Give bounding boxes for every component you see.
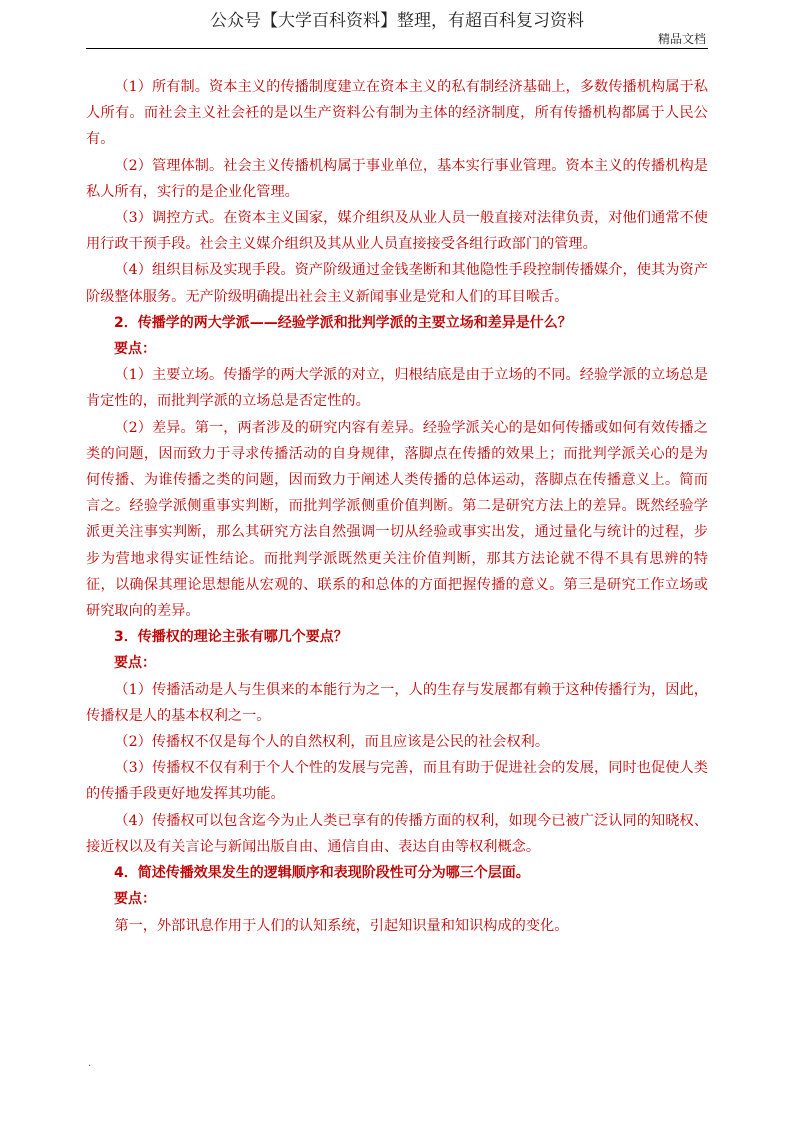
question-heading-3: 3．传播权的理论主张有哪几个要点？ bbox=[114, 629, 348, 646]
paragraph-differences: （2）差异。第一，两者涉及的研究内容有差异。经验学派关心的是如何传播或如何有效传播之类的问题，因而致力于寻求传播活动的自身规律，落脚点在传播的效果上；而批判学派关心的是为何传播、为谁传播之类的问题，因而致力于阐述人类传播的总体运动，落脚点在传播意义上。简而言之。经验学派侧重事实判断，而批判学派侧重价值判断。第二是研究方法上的差异。既然经验学派更关注事实判断，那么其研究方法自然强调一切从经验或事实出发，通过量化与统计的过程，步步为营地求得实证性结论。而批判学派既然更关注价值判断，那其方法论就不得不具有思辨的特征，以确保其理论思想能从宏观的、联系的和总体的方面把握传播的意义。第三是研究工作立场或研究取向的差异。 bbox=[86, 419, 708, 620]
paragraph-goals: （4）组织目标及实现手段。资产阶级通过金钱垄断和其他隐性手段控制传播媒介，使其为资产阶级整体服务。无产阶级明确提出社会主义新闻事业是党和人们的耳目喉舌。 bbox=[86, 262, 708, 305]
paragraph-effect-1: 第一，外部讯息作用于人们的认知系统，引起知识量和知识构成的变化。 bbox=[114, 917, 569, 934]
header-rule bbox=[86, 48, 708, 49]
question-heading-2: 2．传播学的两大学派——经验学派和批判学派的主要立场和差异是什么？ bbox=[114, 314, 572, 331]
paragraph-management: （2）管理体制。社会主义传播机构属于事业单位，基本实行事业管理。资本主义的传播机构是私人所有，实行的是企业化管理。 bbox=[86, 157, 708, 200]
page-banner: 公众号【大学百科资料】整理，有超百科复习资料 bbox=[210, 11, 584, 31]
paragraph-positions: （1）主要立场。传播学的两大学派的对立，归根结底是由于立场的不同。经验学派的立场总是肯定性的，而批判学派的立场总是否定性的。 bbox=[86, 367, 708, 410]
paragraph-right-4: （4）传播权可以包含迄今为止人类已享有的传播方面的权利，如现今已被广泛认同的知晓权、接近权以及有关言论与新闻出版自由、通信自由、表达自由等权利概念。 bbox=[86, 812, 708, 855]
document-body bbox=[86, 74, 708, 939]
paragraph-right-2: （2）传播权不仅是每个人的自然权利，而且应该是公民的社会权利。 bbox=[114, 734, 550, 751]
paragraph-regulation: （3）调控方式。在资本主义国家，媒介组织及从业人员一般直接对法律负责，对他们通常不使用行政干预手段。社会主义媒介组织及其从业人员直接接受各组行政部门的管理。 bbox=[86, 210, 708, 253]
paragraph-right-1: （1）传播活动是人与生俱来的本能行为之一，人的生存与发展都有赖于这种传播行为，因此，传播权是人的基本权利之一。 bbox=[86, 681, 708, 724]
header-label: 精品文档 bbox=[657, 32, 706, 46]
paragraph-ownership: （1）所有制。资本主义的传播制度建立在资本主义的私有制经济基础上，多数传播机构属于私人所有。而社会主义社会衽的是以生产资料公有制为主体的经济制度，所有传播机构都属于人民公有。 bbox=[86, 79, 708, 148]
key-points-label: 要点： bbox=[114, 341, 156, 358]
key-points-label: 要点： bbox=[114, 891, 156, 908]
question-heading-4: 4．简述传播效果发生的逻辑顺序和表现阶段性可分为哪三个层面。 bbox=[114, 865, 530, 882]
key-points-label: 要点： bbox=[114, 655, 156, 672]
footer-mark: . bbox=[88, 1058, 92, 1069]
paragraph-right-3: （3）传播权不仅有利于个人个性的发展与完善，而且有助于促进社会的发展，同时也促使人类的传播手段更好地发挥其功能。 bbox=[86, 760, 708, 803]
